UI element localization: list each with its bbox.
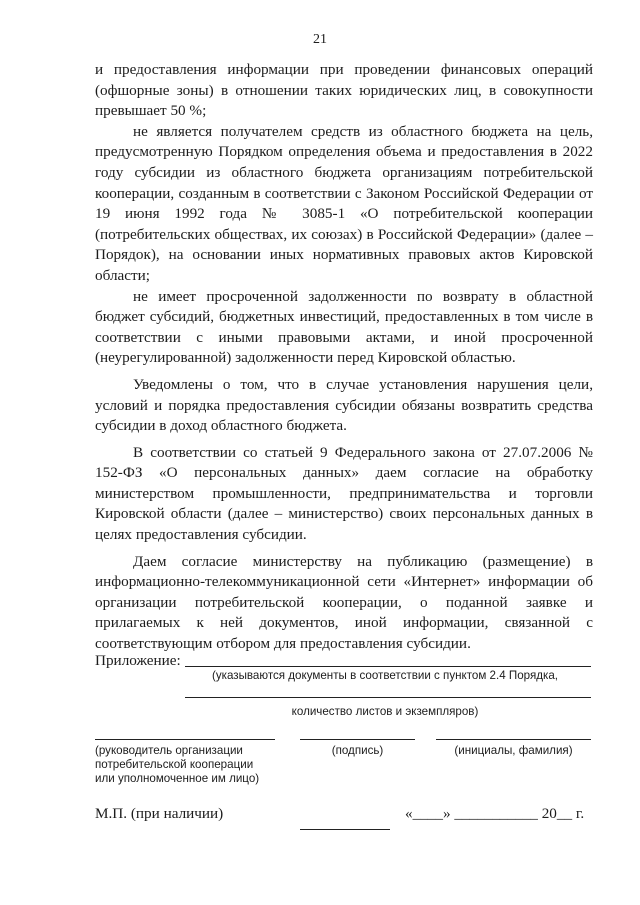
signature-line[interactable] (300, 739, 415, 740)
paragraph-no-debt: не имеет просроченной задолженности по возврату в областной бюджет субсидий, бюджетных инвестиций, предоставленных в том числе в соответствии с иными правовыми актами, и иной просроченной (неурегулированной) задолженности перед Кировской областью. (95, 287, 593, 367)
signature-caption: (подпись) (331, 744, 384, 757)
document-body (95, 60, 593, 655)
appendix-hint-2: количество листов и экземпляров) (291, 705, 479, 718)
date-field[interactable]: «____» ___________ 20__ г. (405, 805, 585, 822)
appendix-fill-line-2[interactable] (185, 697, 591, 698)
appendix-fill-line[interactable] (185, 651, 591, 667)
paragraph-publication-consent: Даем согласие министерству на публикацию (размещение) в информационно-телекоммуникационной сети «Интернет» информации об организации потребительской кооперации, о поданной заявке и прилагаемых к ней документов, иной информации, связанной с соответствующим отбором для предоставления субсидии. (95, 552, 593, 653)
page-number: 21 (313, 32, 327, 47)
paragraph-personal-data-consent: В соответствии со статьей 9 Федерального закона от 27.07.2006 № 152-ФЗ «О персональных данных» даем согласие на обработку министерством промышленности, предпринимательства и торговли Кировской области (далее – министерство) своих персональных данных в целях предоставления субсидии. (95, 443, 593, 544)
appendix-hint-1: (указываются документы в соответствии с пунктом 2.4 Порядка, (211, 669, 559, 682)
paragraph-refund-notice: Уведомлены о том, что в случае установления нарушения цели, условий и порядка предоставления субсидии обязаны возвратить средства субсидии в доход областного бюджета. (95, 375, 593, 435)
stamp-label: М.П. (при наличии) (95, 805, 224, 822)
paragraph-not-recipient: не является получателем средств из областного бюджета на цель, предусмотренную Порядком определения объема и предоставления в 2022 году субсидии из областного бюджета организациям потребительской кооперации, созданным в соответствии с Законом Российской Федерации от 19 июня 1992 года № 3085-1 «О потребительской кооперации (потребительских обществах, их союзах) в Российской Федерации» (далее – Порядок), на основании иных нормативных правовых актов Кировской области; (95, 122, 593, 284)
head-caption: (руководитель организации потребительской кооперации или уполномоченное им лицо) (95, 744, 260, 785)
stamp-line (300, 829, 390, 830)
head-signature-line[interactable] (95, 739, 275, 740)
paragraph-continuation: и предоставления информации при проведении финансовых операций (офшорные зоны) в отношении таких юридических лиц, в совокупности превышает 50 %; (95, 61, 593, 120)
appendix-label: Приложение: (95, 652, 181, 669)
name-line[interactable] (436, 739, 591, 740)
name-caption: (инициалы, фамилия) (454, 744, 573, 757)
appendix-row (95, 651, 591, 671)
